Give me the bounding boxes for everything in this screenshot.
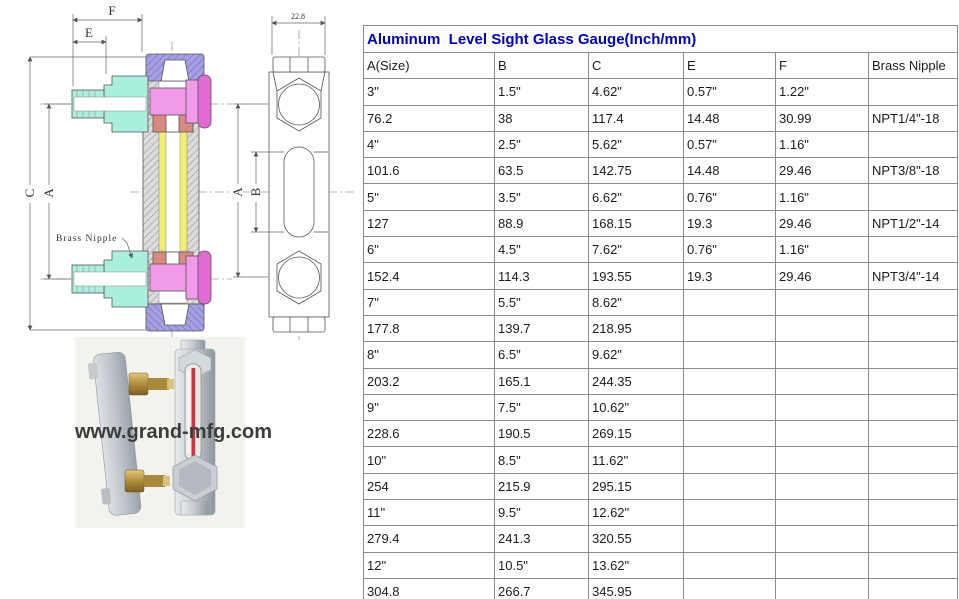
spec-cell	[684, 552, 776, 578]
column-header: C	[589, 53, 684, 79]
spec-cell: 127	[364, 210, 495, 236]
spec-row	[364, 526, 958, 552]
spec-cell: NPT1/2"-14	[869, 210, 958, 236]
spec-cell: 12.62"	[589, 500, 684, 526]
spec-cell	[869, 237, 958, 263]
spec-cell: 30.99	[776, 105, 869, 131]
spec-cell: 5.5"	[495, 289, 589, 315]
column-header: B	[495, 53, 589, 79]
sight-window	[284, 147, 314, 237]
spec-cell	[869, 421, 958, 447]
spec-cell: NPT3/4"-14	[869, 263, 958, 289]
spec-cell: 9.62"	[589, 342, 684, 368]
spec-cell	[869, 315, 958, 341]
table-header-row	[364, 53, 958, 79]
spec-cell: 63.5	[495, 158, 589, 184]
spec-cell: 7.5"	[495, 394, 589, 420]
spec-cell: 0.76"	[684, 184, 776, 210]
spec-cell	[776, 368, 869, 394]
spec-cell: 0.57"	[684, 131, 776, 157]
dimension-e-label: E	[85, 25, 93, 40]
spec-cell	[869, 79, 958, 105]
spec-cell: 4.5"	[495, 237, 589, 263]
front-cap-top	[273, 57, 325, 72]
spec-cell: 8"	[364, 342, 495, 368]
spec-cell	[684, 473, 776, 499]
spec-cell: 7.62"	[589, 237, 684, 263]
spec-cell	[684, 526, 776, 552]
spec-cell: 114.3	[495, 263, 589, 289]
spec-cell	[869, 368, 958, 394]
spec-row	[364, 552, 958, 578]
spec-cell: 29.46	[776, 158, 869, 184]
spec-cell: 88.9	[495, 210, 589, 236]
spec-cell	[869, 447, 958, 473]
spec-cell: 279.4	[364, 526, 495, 552]
spec-cell	[776, 552, 869, 578]
spec-cell: 269.15	[589, 421, 684, 447]
brass-nipple-callout-label: Brass Nipple	[56, 234, 118, 244]
spec-cell	[684, 421, 776, 447]
cross-section-view	[22, 3, 232, 340]
spec-cell	[684, 447, 776, 473]
spec-cell: 6"	[364, 237, 495, 263]
spec-cell: 11"	[364, 500, 495, 526]
spec-cell: 168.15	[589, 210, 684, 236]
spec-cell: 10"	[364, 447, 495, 473]
spec-cell: 254	[364, 473, 495, 499]
front-view	[230, 12, 356, 340]
spec-cell: 215.9	[495, 473, 589, 499]
spec-cell: 1.16"	[776, 184, 869, 210]
spec-cell: 345.95	[589, 578, 684, 599]
dimension-width-label: 22.8	[291, 12, 305, 21]
spec-cell: 8.62"	[589, 289, 684, 315]
dimension-e	[73, 25, 106, 74]
spec-cell: 190.5	[495, 421, 589, 447]
dimension-c-label: C	[22, 188, 37, 198]
spec-cell: 266.7	[495, 578, 589, 599]
spec-cell: 139.7	[495, 315, 589, 341]
spec-cell	[776, 526, 869, 552]
spec-cell	[776, 473, 869, 499]
spec-cell	[869, 184, 958, 210]
spec-cell	[776, 578, 869, 599]
spec-cell: 101.6	[364, 158, 495, 184]
spec-cell: 241.3	[495, 526, 589, 552]
spec-row	[364, 447, 958, 473]
spec-cell: 9.5"	[495, 500, 589, 526]
spec-cell: 10.62"	[589, 394, 684, 420]
spec-cell: 295.15	[589, 473, 684, 499]
photo-brass-nipple-bottom	[125, 470, 170, 492]
spec-cell: 13.62"	[589, 552, 684, 578]
spec-cell	[869, 342, 958, 368]
brass-nipple-bottom	[72, 251, 148, 307]
table-title: Aluminum Level Sight Glass Gauge(Inch/mm)	[364, 26, 958, 53]
spec-row	[364, 342, 958, 368]
spec-cell	[869, 578, 958, 599]
spec-row	[364, 394, 958, 420]
spec-row	[364, 368, 958, 394]
spec-cell: 0.57"	[684, 79, 776, 105]
spec-cell: 1.16"	[776, 131, 869, 157]
spec-cell	[869, 552, 958, 578]
spec-cell	[776, 394, 869, 420]
spec-cell: 29.46	[776, 263, 869, 289]
spec-cell: NPT1/4"-18	[869, 105, 958, 131]
spec-cell: 304.8	[364, 578, 495, 599]
spec-cell	[684, 315, 776, 341]
column-header: E	[684, 53, 776, 79]
photo-brass-nipple-top	[129, 373, 174, 395]
spec-cell: 9"	[364, 394, 495, 420]
spec-cell: 165.1	[495, 368, 589, 394]
spec-row	[364, 500, 958, 526]
spec-row	[364, 237, 958, 263]
product-photo	[75, 337, 273, 528]
column-header: F	[776, 53, 869, 79]
spec-cell	[776, 500, 869, 526]
spec-cell: 4.62"	[589, 79, 684, 105]
dimension-width	[272, 12, 325, 55]
brass-nipple-top	[72, 76, 148, 132]
end-cap-bottom	[146, 304, 204, 331]
spec-cell	[684, 500, 776, 526]
spec-cell	[869, 394, 958, 420]
spec-cell: 14.48	[684, 158, 776, 184]
dimension-b-label: B	[248, 187, 263, 197]
spec-cell	[684, 394, 776, 420]
dimension-a-right-label: A	[230, 187, 245, 197]
spec-cell	[869, 289, 958, 315]
spec-row	[364, 79, 958, 105]
spec-row	[364, 578, 958, 599]
spec-cell: 117.4	[589, 105, 684, 131]
spec-cell	[776, 315, 869, 341]
spec-row	[364, 131, 958, 157]
spec-cell: 152.4	[364, 263, 495, 289]
spec-cell: 10.5"	[495, 552, 589, 578]
spec-cell	[869, 526, 958, 552]
table-title-row	[364, 26, 958, 53]
spec-cell	[869, 500, 958, 526]
spec-row	[364, 184, 958, 210]
spec-cell: 4"	[364, 131, 495, 157]
spec-cell: NPT3/8"-18	[869, 158, 958, 184]
spec-cell: 228.6	[364, 421, 495, 447]
dimension-f-label: F	[108, 3, 116, 18]
spec-cell: 193.55	[589, 263, 684, 289]
spec-row	[364, 473, 958, 499]
spec-cell: 7"	[364, 289, 495, 315]
spec-cell: 12"	[364, 552, 495, 578]
spec-cell: 8.5"	[495, 447, 589, 473]
spec-cell: 1.22"	[776, 79, 869, 105]
spec-table	[363, 25, 958, 599]
spec-cell: 38	[495, 105, 589, 131]
spec-cell: 6.5"	[495, 342, 589, 368]
spec-cell	[776, 421, 869, 447]
front-cap-bottom	[273, 317, 325, 332]
dimension-f	[73, 3, 142, 86]
spec-cell: 3.5"	[495, 184, 589, 210]
spec-row	[364, 263, 958, 289]
spec-cell: 2.5"	[495, 131, 589, 157]
spec-cell: 5"	[364, 184, 495, 210]
dimension-a-left	[41, 104, 71, 279]
spec-cell: 6.62"	[589, 184, 684, 210]
spec-row	[364, 158, 958, 184]
spec-row	[364, 289, 958, 315]
column-header: A(Size)	[364, 53, 495, 79]
spec-cell: 218.95	[589, 315, 684, 341]
spec-row	[364, 210, 958, 236]
spec-cell: 244.35	[589, 368, 684, 394]
spec-cell: 14.48	[684, 105, 776, 131]
spec-cell	[776, 289, 869, 315]
spec-cell: 3"	[364, 79, 495, 105]
spec-cell: 11.62"	[589, 447, 684, 473]
spec-cell: 0.76"	[684, 237, 776, 263]
spec-cell: 320.55	[589, 526, 684, 552]
spec-cell: 29.46	[776, 210, 869, 236]
spec-cell: 1.16"	[776, 237, 869, 263]
spec-cell	[776, 342, 869, 368]
spec-cell	[684, 289, 776, 315]
technical-drawing	[0, 0, 362, 340]
spec-cell: 203.2	[364, 368, 495, 394]
column-header: Brass Nipple	[869, 53, 958, 79]
spec-cell: 142.75	[589, 158, 684, 184]
spec-cell	[869, 473, 958, 499]
dimension-a-left-label: A	[41, 188, 56, 198]
spec-cell: 5.62"	[589, 131, 684, 157]
spec-row	[364, 105, 958, 131]
spec-cell	[684, 342, 776, 368]
spec-cell: 19.3	[684, 210, 776, 236]
spec-cell	[684, 578, 776, 599]
spec-row	[364, 421, 958, 447]
spec-cell: 177.8	[364, 315, 495, 341]
spec-row	[364, 315, 958, 341]
spec-cell: 76.2	[364, 105, 495, 131]
end-cap-top	[146, 54, 204, 81]
photo-watermark: www.grand-mfg.com	[75, 421, 273, 443]
spec-cell	[684, 368, 776, 394]
spec-cell: 19.3	[684, 263, 776, 289]
spec-cell	[776, 447, 869, 473]
spec-cell	[869, 131, 958, 157]
spec-cell: 1.5"	[495, 79, 589, 105]
